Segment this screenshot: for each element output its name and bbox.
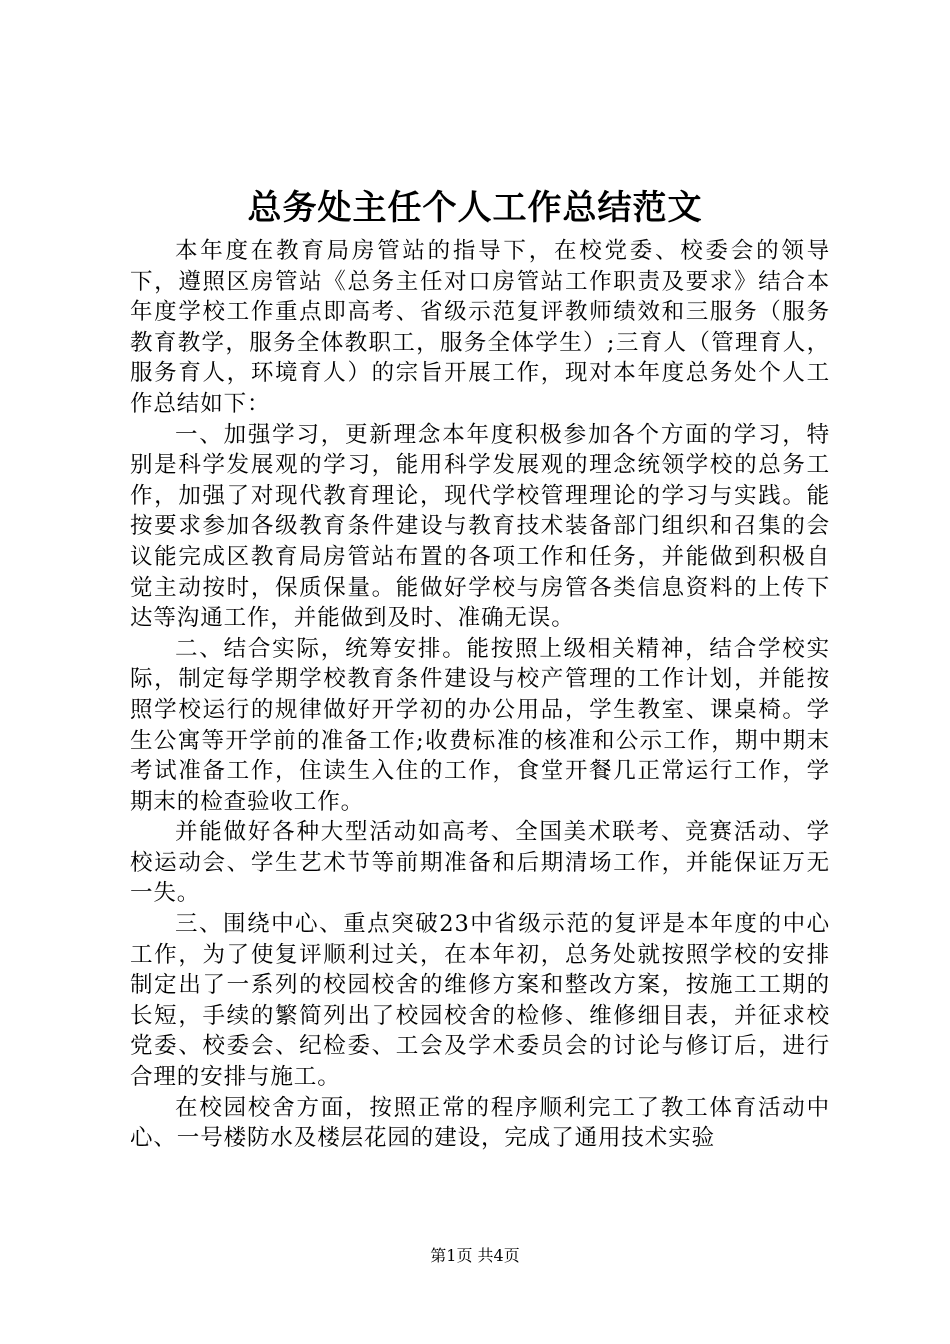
page-number-footer: 第1页 共4页 — [430, 1246, 520, 1265]
document-title: 总务处主任个人工作总结范文 — [247, 188, 703, 228]
paragraph-section-2-continued: 并能做好各种大型活动如高考、全国美术联考、竞赛活动、学校运动会、学生艺术节等前期准备和后期清场工作，并能保证万无一失。 — [130, 819, 830, 907]
document-body — [130, 236, 830, 1154]
paragraph-section-1: 一、加强学习，更新理念本年度积极参加各个方面的学习，特别是科学发展观的学习，能用科学发展观的理念统领学校的总务工作，加强了对现代教育理论，现代学校管理理论的学习与实践。能按要求参加各级教育条件建设与教育技术装备部门组织和召集的会议能完成区教育局房管站布置的各项工作和任务，并能做到积极自觉主动按时，保质保量。能做好学校与房管各类信息资料的上传下达等沟通工作，并能做到及时、准确无误。 — [130, 421, 830, 632]
paragraph-intro: 本年度在教育局房管站的指导下，在校党委、校委会的领导下，遵照区房管站《总务主任对口房管站工作职责及要求》结合本年度学校工作重点即高考、省级示范复评教师绩效和三服务（服务教育教学，服务全体教职工，服务全体学生）;三育人（管理育人，服务育人，环境育人）的宗旨开展工作，现对本年度总务处个人工作总结如下： — [130, 238, 830, 417]
paragraph-campus-buildings: 在校园校舍方面，按照正常的程序顺利完工了教工体育活动中心、一号楼防水及楼层花园的建设，完成了通用技术实验 — [130, 1094, 830, 1152]
paragraph-section-3: 三、围绕中心、重点突破23中省级示范的复评是本年度的中心工作，为了使复评顺利过关，在本年初，总务处就按照学校的安排制定出了一系列的校园校舍的维修方案和整改方案，按施工工期的长短，手续的繁简列出了校园校舍的检修、维修细目表，并征求校党委、校委会、纪检委、工会及学术委员会的讨论与修订后，进行合理的安排与施工。 — [130, 911, 830, 1091]
paragraph-section-2: 二、结合实际，统筹安排。能按照上级相关精神，结合学校实际，制定每学期学校教育条件建设与校产管理的工作计划，并能按照学校运行的规律做好开学初的办公用品，学生教室、课桌椅。学生公寓等开学前的准备工作;收费标准的核准和公示工作，期中期末考试准备工作，住读生入住的工作，食堂开餐几正常运行工作，学期末的检查验收工作。 — [130, 635, 830, 815]
